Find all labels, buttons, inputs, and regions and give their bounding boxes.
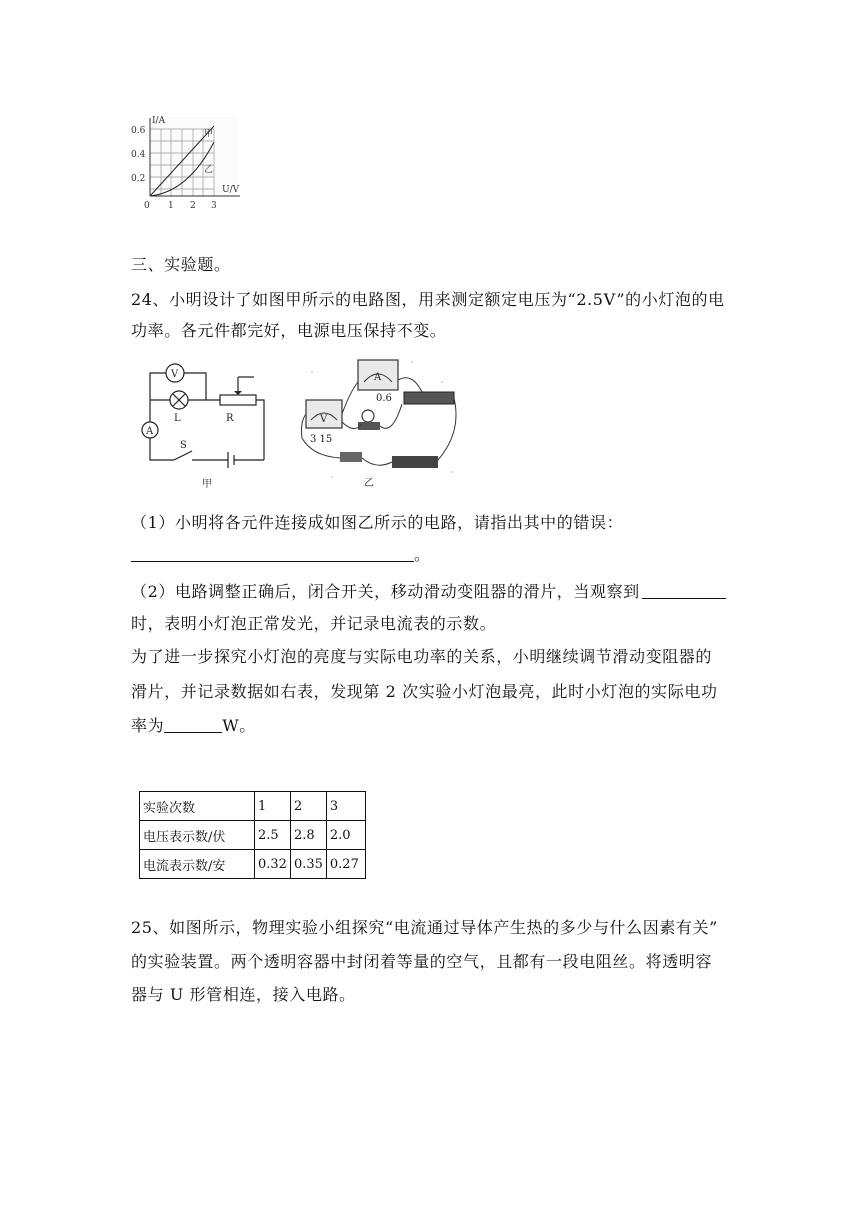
ammeter-label: A — [146, 426, 154, 437]
table-cell: 2 — [290, 792, 326, 821]
q24-part1-end: 。 — [414, 545, 431, 564]
ammeter-scale: 0.6 — [376, 393, 392, 404]
table-cell: 实验次数 — [140, 792, 255, 821]
answer-blank-2[interactable] — [642, 582, 726, 599]
table-cell: 2.8 — [290, 821, 326, 850]
figure-jia-caption: 甲 — [202, 479, 212, 490]
q24-part2-line5-pre: 率为 — [131, 716, 165, 735]
rheostat-label: R — [226, 413, 234, 424]
table-cell: 0.27 — [326, 850, 365, 879]
switch-device — [340, 452, 362, 462]
iu-graph-svg — [128, 114, 244, 214]
lamp-label: L — [174, 413, 181, 424]
switch-label: S — [180, 440, 187, 451]
rheostat-device — [404, 392, 454, 404]
x-tick-0: 0 — [144, 201, 150, 211]
y-axis-label: I/A — [152, 116, 166, 126]
table-row — [140, 821, 366, 850]
table-cell: 0.35 — [290, 850, 326, 879]
y-tick-0-2: 0.2 — [131, 174, 146, 184]
q24-part2-line5-row — [131, 716, 256, 736]
data-table-wrapper — [139, 791, 366, 879]
q24-part2-line1: （2）电路调整正确后，闭合开关，移动滑动变阻器的滑片，当观察到 — [131, 582, 640, 601]
table-row — [140, 792, 366, 821]
table-row — [140, 850, 366, 879]
q24-part2-line5-post: W。 — [222, 716, 256, 735]
x-tick-1: 1 — [168, 201, 174, 211]
table-cell: 3 — [326, 792, 365, 821]
table-cell: 2.0 — [326, 821, 365, 850]
figure-yi-caption: 乙 — [364, 478, 374, 489]
q24-intro-line1: 24、小明设计了如图甲所示的电路图，用来测定额定电压为“2.5V”的小灯泡的电 — [131, 290, 725, 309]
q24-part2-line1-row — [131, 582, 726, 602]
voltmeter-scale: 3 15 — [310, 434, 333, 445]
iu-graph — [128, 114, 244, 214]
circuit-photo-yi — [292, 352, 464, 492]
x-axis-label: U/V — [222, 185, 240, 195]
table-cell: 0.32 — [255, 850, 291, 879]
q24-part2-line3: 为了进一步探究小灯泡的亮度与实际电功率的关系，小明继续调节滑动变阻器的 — [131, 647, 713, 666]
q25-line2: 的实验装置。两个透明容器中封闭着等量的空气，且都有一段电阻丝。将透明容 — [131, 952, 713, 971]
q24-part1-answer-line — [131, 545, 431, 565]
table-cell: 1 — [255, 792, 291, 821]
q24-part1-line1: （1）小明将各元件连接成如图乙所示的电路，请指出其中的错误： — [131, 513, 624, 532]
q24-part2-line2: 时，表明小灯泡正常发光，并记录电流表的示数。 — [131, 614, 497, 633]
q24-intro-line2: 功率。各元件都完好，电源电压保持不变。 — [131, 321, 447, 340]
q25-line1: 25、如图所示，物理实验小组探究“电流通过导体产生热的多少与什么因素有关” — [131, 918, 718, 937]
y-tick-0-6: 0.6 — [131, 126, 146, 136]
q25-line3: 器与 U 形管相连，接入电路。 — [131, 985, 356, 1004]
answer-blank-3[interactable] — [164, 716, 222, 733]
q24-part2-line4: 滑片，并记录数据如右表，发现第 2 次实验小灯泡最亮，此时小灯泡的实际电功 — [131, 682, 718, 701]
section-heading: 三、实验题。 — [131, 255, 231, 274]
ammeter-device-label: A — [374, 372, 382, 383]
data-table — [139, 791, 366, 879]
x-tick-3: 3 — [211, 201, 217, 211]
answer-blank-1[interactable] — [131, 545, 414, 562]
curve-label-yi: 乙 — [204, 165, 214, 175]
curve-label-jia: 甲 — [204, 129, 214, 139]
battery-device — [392, 456, 438, 468]
y-tick-0-4: 0.4 — [131, 150, 146, 160]
x-tick-2: 2 — [190, 201, 196, 211]
voltmeter-label: V — [171, 369, 179, 380]
table-cell: 电流表示数/安 — [140, 850, 255, 879]
circuit-diagram-jia — [134, 355, 274, 495]
table-cell: 2.5 — [255, 821, 291, 850]
voltmeter-device-label: V — [320, 414, 328, 425]
table-cell: 电压表示数/伏 — [140, 821, 255, 850]
lamp-device — [362, 410, 374, 422]
